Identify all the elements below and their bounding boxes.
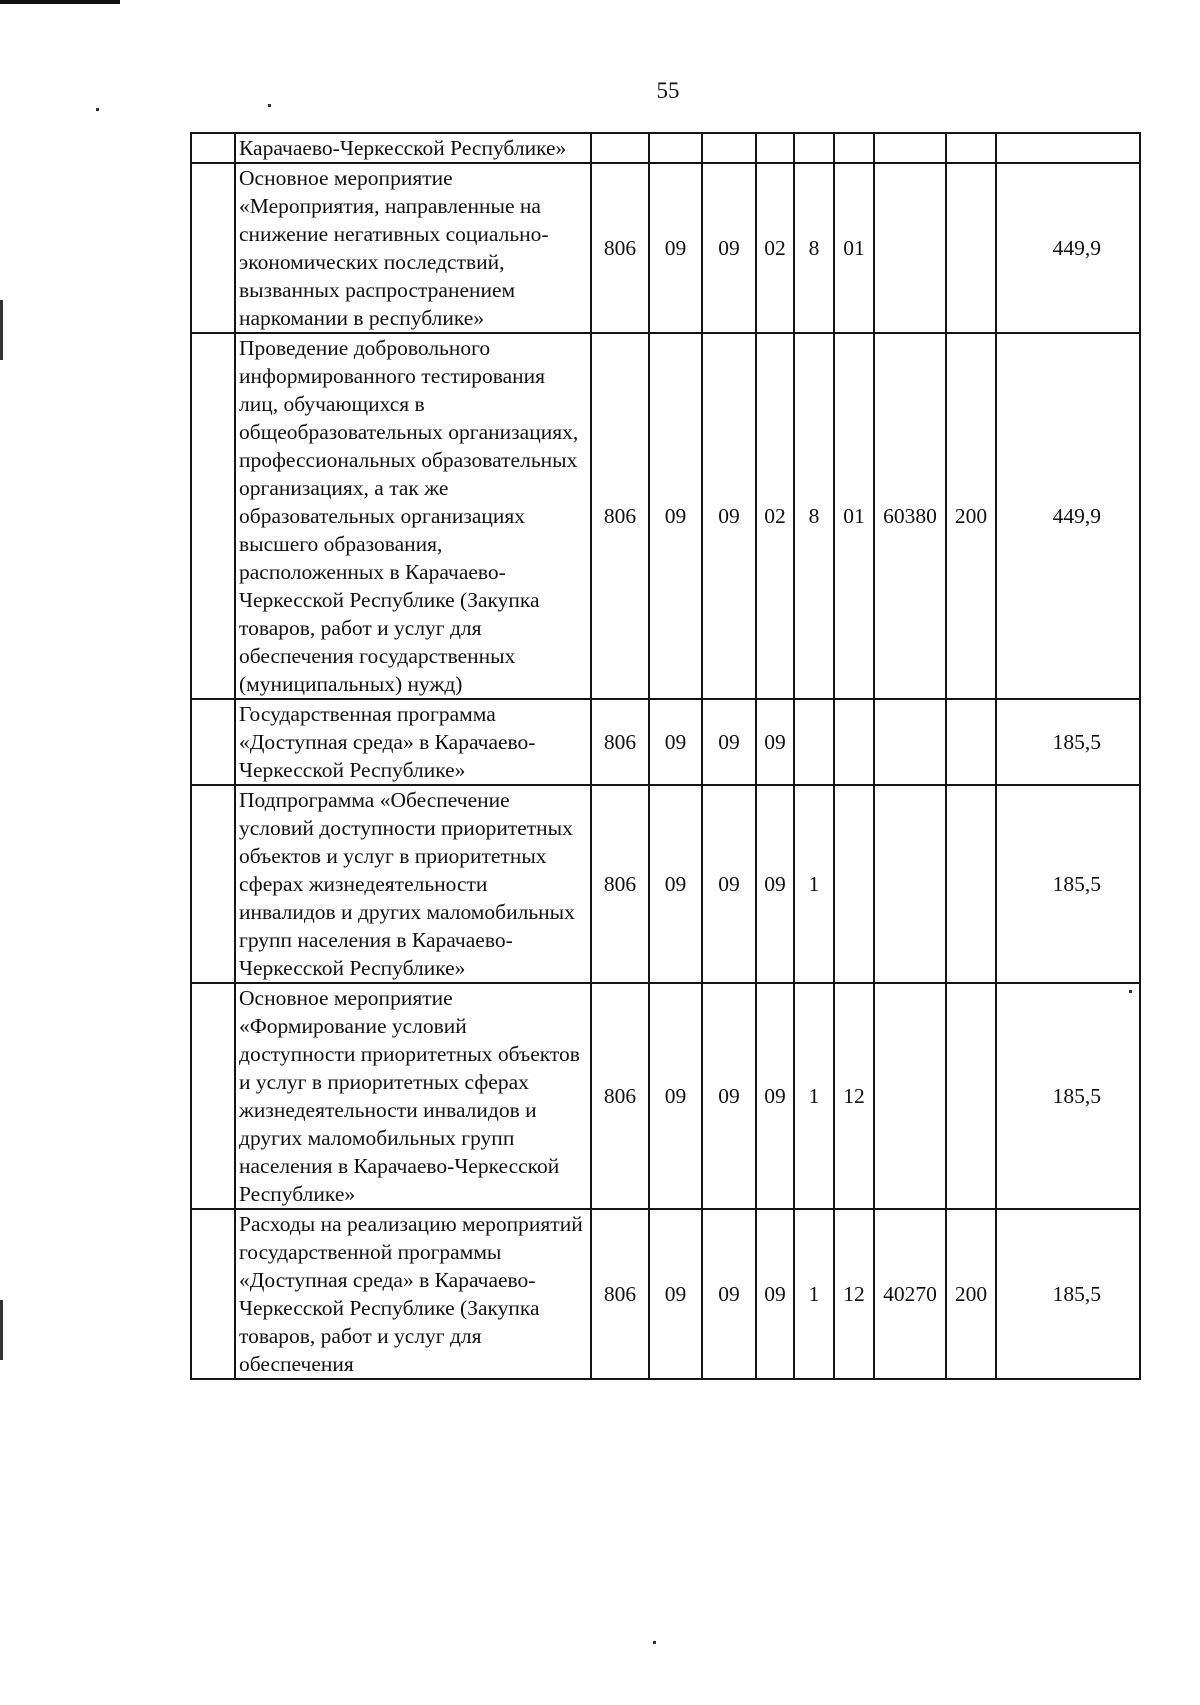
scan-speck: [0, 1300, 3, 1360]
admin-code-cell: 806: [591, 785, 649, 983]
amount-cell: 185,5: [996, 785, 1140, 983]
page-number: 55: [656, 78, 680, 103]
row-number-cell: [191, 785, 235, 983]
subsection-cell: 09: [702, 333, 756, 699]
event-cell: 12: [834, 983, 874, 1209]
table-row: [191, 699, 1140, 785]
program-cell: 09: [756, 785, 794, 983]
scan-speck: [96, 108, 99, 111]
row-number-cell: [191, 1209, 235, 1379]
subsection-cell: 09: [702, 163, 756, 333]
row-number-cell: [191, 699, 235, 785]
direction-cell: [874, 699, 946, 785]
subsection-cell: [702, 133, 756, 163]
direction-cell: [874, 133, 946, 163]
amount-cell: 449,9: [996, 163, 1140, 333]
row-name-cell: Подпрограмма «Обеспечение условий доступности приоритетных объектов и услуг в приоритетных сферах жизнедеятельности инвалидов и других маломобильных групп населения в Карачаево-Черкесской Республике»: [235, 785, 591, 983]
section-cell: [649, 133, 702, 163]
row-name-cell: Основное мероприятие «Формирование условий доступности приоритетных объектов и услуг в приоритетных сферах жизнедеятельности инвалидов и других маломобильных групп населения в Карачаево-Черкесской Республике»: [235, 983, 591, 1209]
direction-cell: [874, 983, 946, 1209]
table-row: [191, 133, 1140, 163]
direction-cell: [874, 785, 946, 983]
event-cell: 01: [834, 333, 874, 699]
subprogram-cell: 1: [794, 983, 834, 1209]
table-row: [191, 983, 1140, 1209]
row-number-cell: [191, 983, 235, 1209]
program-cell: 02: [756, 333, 794, 699]
expense-type-cell: [946, 699, 996, 785]
direction-cell: 40270: [874, 1209, 946, 1379]
subprogram-cell: [794, 133, 834, 163]
section-cell: 09: [649, 699, 702, 785]
subsection-cell: 09: [702, 983, 756, 1209]
amount-cell: 185,5: [996, 699, 1140, 785]
amount-cell: 185,5: [996, 983, 1140, 1209]
budget-table: [190, 132, 1141, 1380]
scan-speck: [653, 1641, 656, 1644]
admin-code-cell: [591, 133, 649, 163]
subsection-cell: 09: [702, 785, 756, 983]
row-number-cell: [191, 333, 235, 699]
event-cell: 01: [834, 163, 874, 333]
subprogram-cell: [794, 699, 834, 785]
expense-type-cell: [946, 163, 996, 333]
subprogram-cell: 8: [794, 163, 834, 333]
section-cell: 09: [649, 1209, 702, 1379]
expense-type-cell: [946, 133, 996, 163]
admin-code-cell: 806: [591, 699, 649, 785]
table-row: [191, 1209, 1140, 1379]
event-cell: [834, 133, 874, 163]
section-cell: 09: [649, 163, 702, 333]
row-name-cell: Государственная программа «Доступная среда» в Карачаево-Черкесской Республике»: [235, 699, 591, 785]
section-cell: 09: [649, 785, 702, 983]
expense-type-cell: [946, 983, 996, 1209]
admin-code-cell: 806: [591, 1209, 649, 1379]
admin-code-cell: 806: [591, 333, 649, 699]
program-cell: 09: [756, 983, 794, 1209]
direction-cell: 60380: [874, 333, 946, 699]
program-cell: 09: [756, 699, 794, 785]
table-row: [191, 163, 1140, 333]
expense-type-cell: [946, 785, 996, 983]
subprogram-cell: 8: [794, 333, 834, 699]
amount-cell: [996, 133, 1140, 163]
event-cell: 12: [834, 1209, 874, 1379]
expense-type-cell: 200: [946, 333, 996, 699]
admin-code-cell: 806: [591, 983, 649, 1209]
amount-cell: 449,9: [996, 333, 1140, 699]
amount-cell: 185,5: [996, 1209, 1140, 1379]
expense-type-cell: 200: [946, 1209, 996, 1379]
row-name-cell: Расходы на реализацию мероприятий государственной программы «Доступная среда» в Карачаево-Черкесской Республике (Закупка товаров, работ и услуг для обеспечения: [235, 1209, 591, 1379]
table-body: [191, 133, 1140, 1379]
event-cell: [834, 699, 874, 785]
row-name-cell: Карачаево-Черкесской Республике»: [235, 133, 591, 163]
section-cell: 09: [649, 983, 702, 1209]
row-number-cell: [191, 133, 235, 163]
subprogram-cell: 1: [794, 785, 834, 983]
scan-speck: [268, 104, 271, 107]
section-cell: 09: [649, 333, 702, 699]
row-name-cell: Основное мероприятие «Мероприятия, направленные на снижение негативных социально-экономических последствий, вызванных распространением наркомании в республике»: [235, 163, 591, 333]
table-row: [191, 785, 1140, 983]
scan-speck: [0, 300, 3, 360]
program-cell: [756, 133, 794, 163]
subprogram-cell: 1: [794, 1209, 834, 1379]
scan-edge-mark: [0, 0, 120, 4]
table-row: [191, 333, 1140, 699]
row-name-cell: Проведение добровольного информированного тестирования лиц, обучающихся в общеобразовательных организациях, профессиональных образовательных организациях, а так же образовательных организациях высшего образования, расположенных в Карачаево-Черкесской Республике (Закупка товаров, работ и услуг для обеспечения государственных (муниципальных) нужд): [235, 333, 591, 699]
subsection-cell: 09: [702, 1209, 756, 1379]
admin-code-cell: 806: [591, 163, 649, 333]
direction-cell: [874, 163, 946, 333]
subsection-cell: 09: [702, 699, 756, 785]
program-cell: 02: [756, 163, 794, 333]
row-number-cell: [191, 163, 235, 333]
program-cell: 09: [756, 1209, 794, 1379]
event-cell: [834, 785, 874, 983]
